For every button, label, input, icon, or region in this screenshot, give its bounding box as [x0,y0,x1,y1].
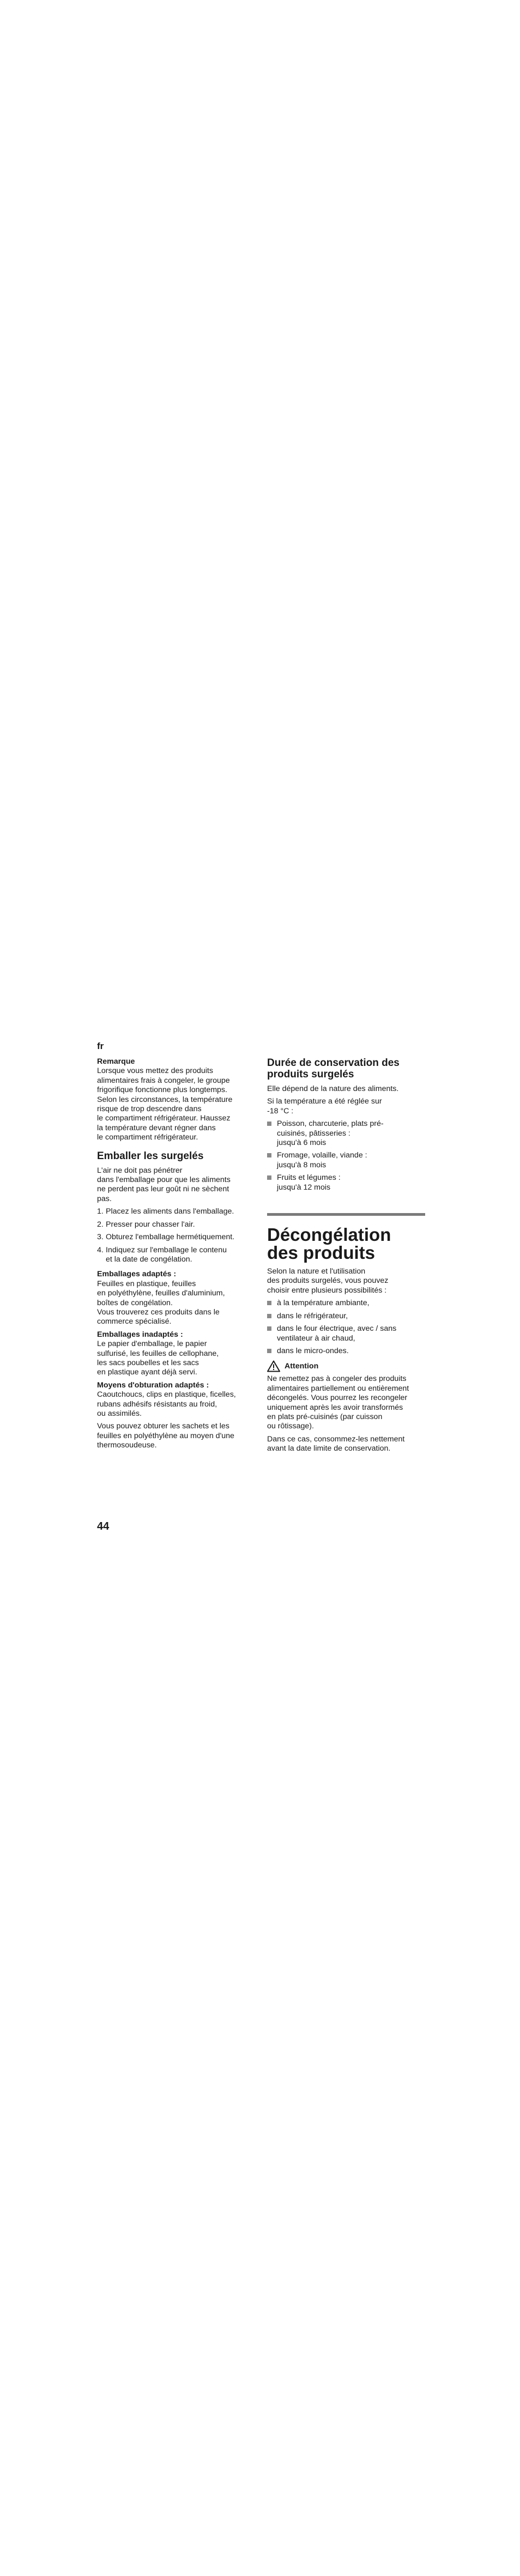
closure-title: Moyens d'obturation adaptés : [97,1380,209,1390]
packing-step [97,1246,251,1265]
list-item [267,1299,425,1308]
list-item [267,1312,425,1321]
remark-body: Lorsque vous mettez des produits alimentaires frais à congeler, le groupe frigorifique fonctionne plus longtemps. Selon les circonstances, la température risque de trop descendre dans le compartiment réfrigérateur. Haussez la température devant régner dans le compartiment réfrigérateur. [97,1066,233,1142]
bullet-square-icon [267,1122,271,1126]
attention-notice [267,1360,425,1372]
thawing-intro: Selon la nature et l'utilisation des produits surgelés, vous pouvez choisir entre plusieurs possibilités : [267,1267,389,1295]
list-item-text: Fruits et légumes : jusqu'à 12 mois [277,1173,341,1192]
attention-body: Ne remettez pas à congeler des produits alimentaires partiellement ou entièrement décongelés. Vous pourrez les recongeler uniquement après les avoir transformés en plats pré-cuisinés (par cuisson ou rôtissage). [267,1374,409,1431]
thawing-options [267,1299,425,1356]
list-item [267,1173,425,1192]
list-item [267,1324,425,1343]
packing-steps [97,1207,251,1264]
packing-heading: Emballer les surgelés [97,1150,204,1162]
unsuitable-packaging-body: Le papier d'emballage, le papier sulfurisé, les feuilles de cellophane, les sacs poubelles et les sacs en plastique ayant déjà servi. [97,1339,219,1377]
list-item-text: dans le micro-ondes. [277,1346,349,1355]
step-text: Placez les aliments dans l'emballage. [106,1207,234,1216]
suitable-packaging-body: Feuilles en plastique, feuilles en polyéthylène, feuilles d'aluminium, boîtes de congélation. Vous trouverez ces produits dans le commerce spécialisé. [97,1279,225,1326]
closure-extra: Vous pouvez obturer les sachets et les feuilles en polyéthylène au moyen d'une thermosoudeuse. [97,1422,234,1450]
language-label: fr [97,1041,104,1051]
storage-heading: Durée de conservation des produits surgelés [267,1057,400,1080]
remark-title: Remarque [97,1057,135,1066]
suitable-packaging-title: Emballages adaptés : [97,1270,177,1279]
packing-intro: L'air ne doit pas pénétrer dans l'emballage pour que les aliments ne perdent pas leur goût ni ne sèchent pas. [97,1166,231,1203]
bullet-square-icon [267,1153,271,1157]
step-text: Presser pour chasser l'air. [106,1220,195,1229]
packing-step [97,1233,251,1242]
bullet-square-icon [267,1314,271,1318]
storage-temperature: Si la température a été réglée sur -18 °C : [267,1097,382,1116]
bullet-square-icon [267,1349,271,1353]
right-column [267,1057,425,1457]
thawing-heading: Décongélation des produits [267,1225,391,1263]
step-text: Indiquez sur l'emballage le contenu et la date de congélation. [106,1245,227,1264]
storage-intro: Elle dépend de la nature des aliments. [267,1084,399,1093]
list-item-text: Poisson, charcuterie, plats pré- cuisinés, pâtisseries : jusqu'à 6 mois [277,1119,384,1148]
step-number: 2. [97,1220,104,1229]
page-number: 44 [97,1520,110,1532]
list-item-text: dans le réfrigérateur, [277,1311,348,1320]
list-item-text: Fromage, volaille, viande : jusqu'à 8 mois [277,1151,367,1169]
step-number: 3. [97,1233,104,1242]
step-number: 4. [97,1245,104,1254]
bullet-square-icon [267,1301,271,1305]
packing-step [97,1207,251,1216]
unsuitable-packaging-title: Emballages inadaptés : [97,1330,183,1339]
left-column [97,1057,251,1454]
attention-label: Attention [285,1362,319,1371]
bullet-square-icon [267,1326,271,1331]
packing-step [97,1220,251,1229]
bullet-square-icon [267,1175,271,1180]
list-item [267,1119,425,1148]
attention-extra: Dans ce cas, consommez-les nettement avant la date limite de conservation. [267,1434,405,1453]
warning-triangle-icon [267,1360,280,1372]
list-item-text: à la température ambiante, [277,1299,370,1308]
closure-body: Caoutchoucs, clips en plastique, ficelles, rubans adhésifs résistants au froid, ou assimilés. [97,1390,236,1418]
section-divider [267,1213,425,1216]
storage-list [267,1119,425,1192]
list-item [267,1347,425,1356]
step-text: Obturez l'emballage hermétiquement. [106,1233,235,1242]
step-number: 1. [97,1207,104,1216]
list-item-text: dans le four électrique, avec / sans ventilateur à air chaud, [277,1324,397,1343]
list-item [267,1151,425,1170]
